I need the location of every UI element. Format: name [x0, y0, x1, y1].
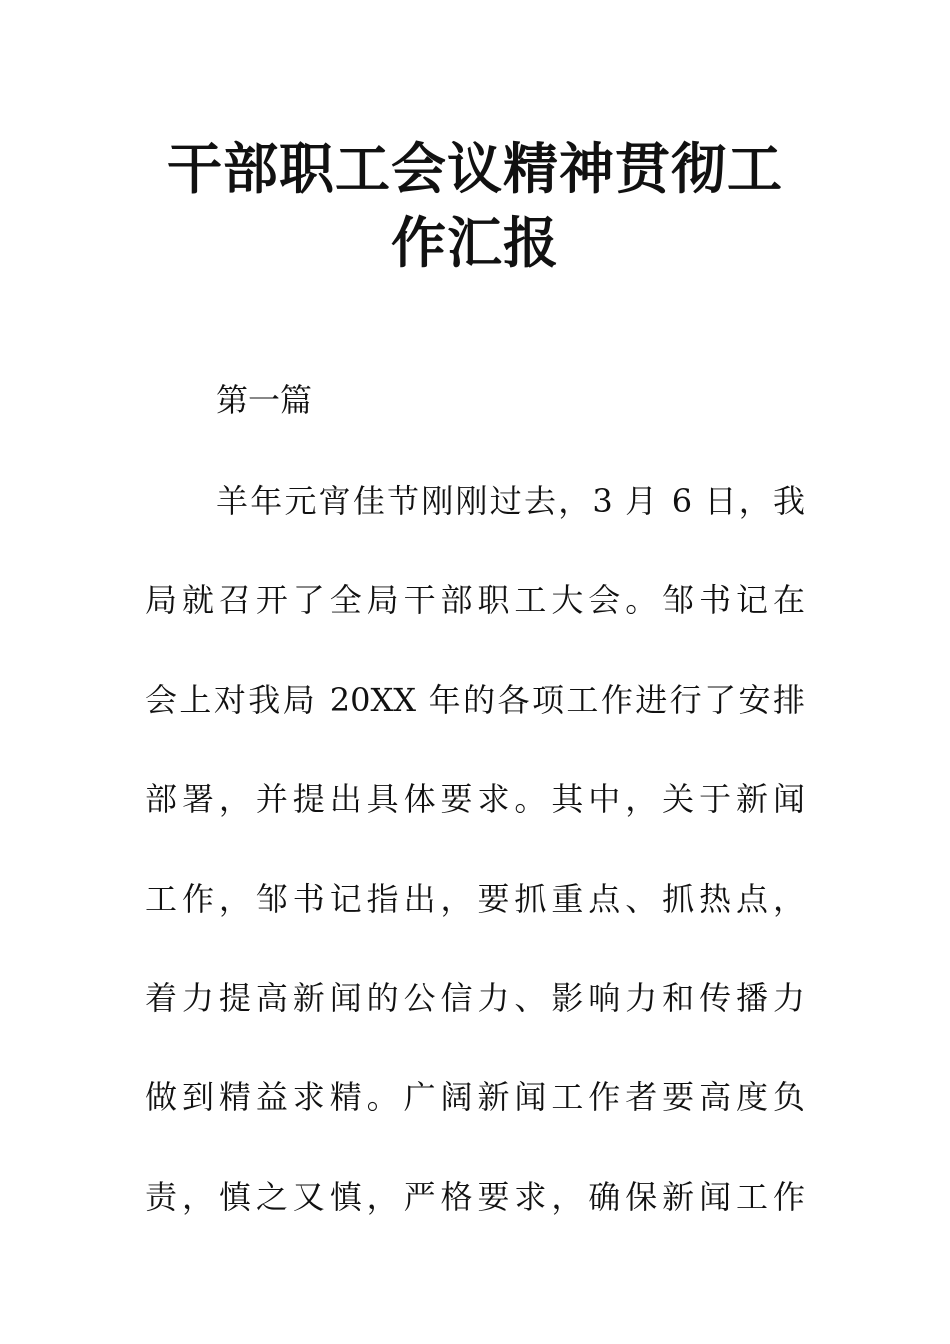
- body-line: 部署，并提出具体要求。其中，关于新闻: [145, 780, 805, 818]
- body-line: 羊年元宵佳节刚刚过去，3 月 6 日，我: [216, 482, 805, 520]
- document-title-line-1: 干部职工会议精神贯彻工: [166, 136, 783, 201]
- body-line: 局就召开了全局干部职工大会。邹书记在: [145, 581, 805, 619]
- body-line: 做到精益求精。广阔新闻工作者要高度负: [145, 1078, 805, 1116]
- body-line: 会上对我局 20XX 年的各项工作进行了安排: [145, 681, 805, 719]
- document-title-line-2: 作汇报: [390, 210, 559, 275]
- body-line: 责，慎之又慎，严格要求，确保新闻工作: [145, 1178, 805, 1216]
- body-line: 着力提高新闻的公信力、影响力和传播力: [145, 979, 805, 1017]
- section-heading: 第一篇: [216, 381, 313, 419]
- body-line: 工作，邹书记指出，要抓重点、抓热点，: [145, 880, 805, 918]
